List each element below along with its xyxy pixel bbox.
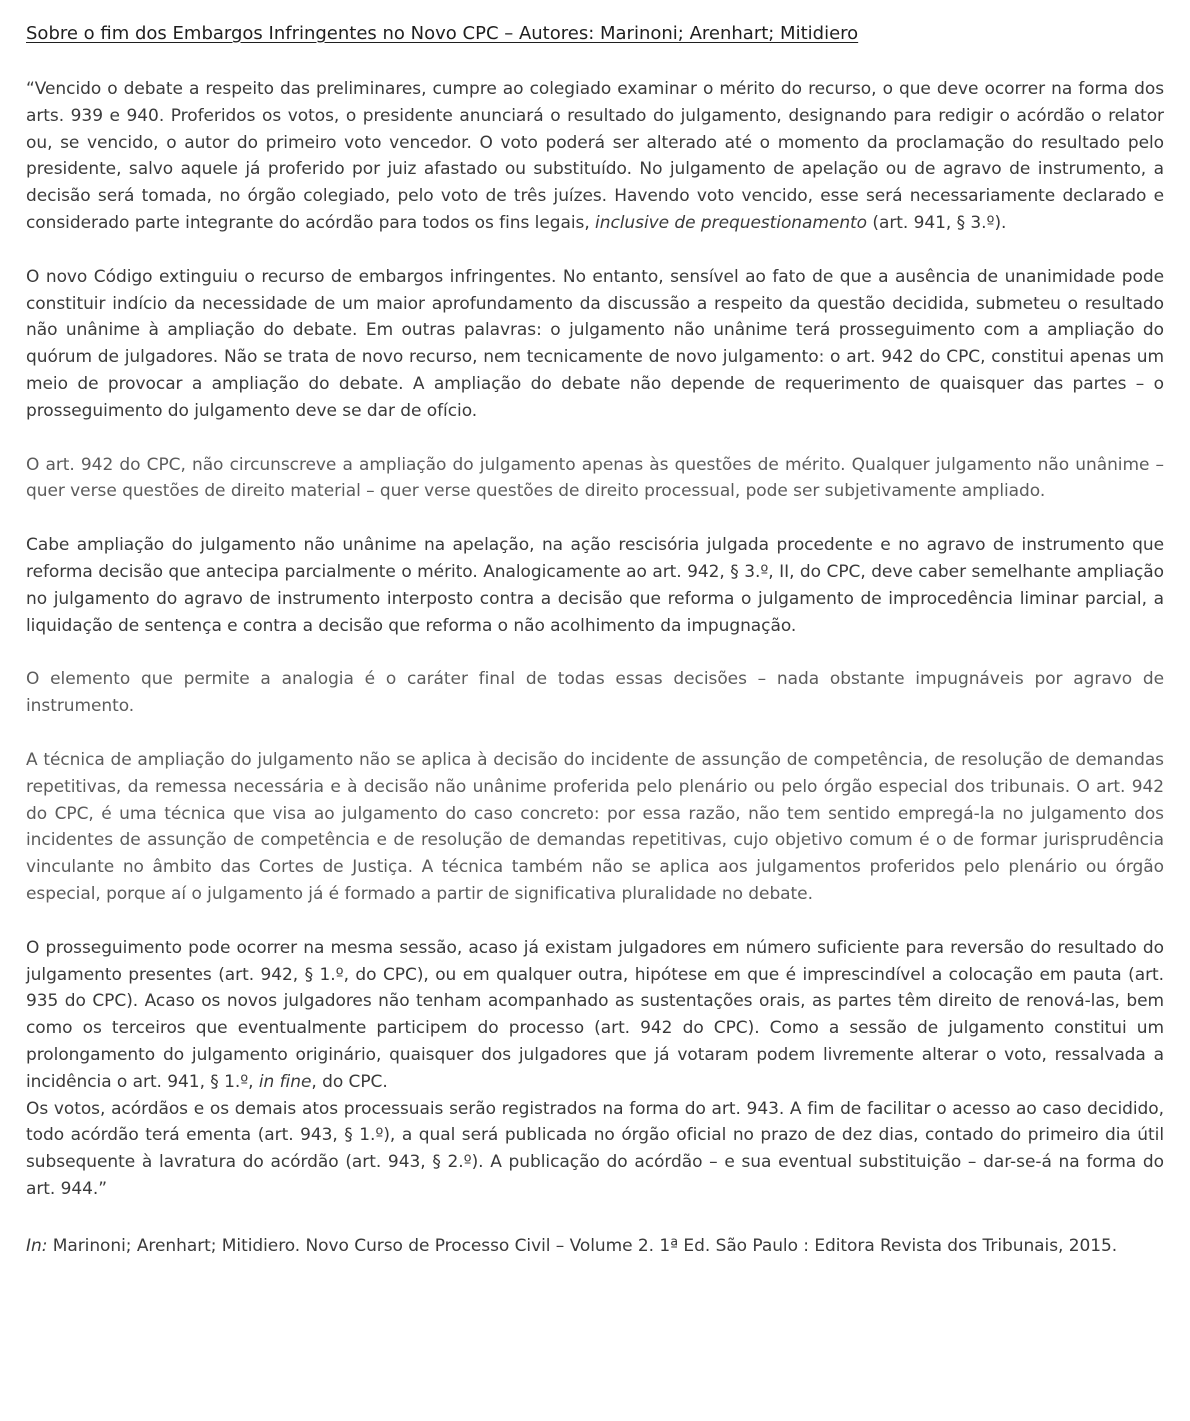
paragraph-2: O novo Código extinguiu o recurso de embargos infringentes. No entanto, sensível ao fato de que a ausência de unanimidade pode constituir indício da necessidade de um maior aprofundamento da discussão a respeito da questão decidida, submeteu o resultado não unânime à ampliação do debate. Em outras palavras: o julgamento não unânime terá prosseguimento com a ampliação do quórum de julgadores. Não se trata de novo recurso, nem tecnicamente de novo julgamento: o art. 942 do CPC, constitui apenas um meio de provocar a ampliação do debate. A ampliação do debate não depende de requerimento de quaisquer das partes – o prosseguimento do julgamento deve se dar de ofício. <box>26 266 1164 421</box>
paragraph-7 <box>26 935 1164 1096</box>
citation <box>26 1233 1164 1260</box>
document-page <box>26 20 1164 1259</box>
paragraph-4: Cabe ampliação do julgamento não unânime na apelação, na ação rescisória julgada procedente e no agravo de instrumento que reforma decisão que antecipa parcialmente o mérito. Analogicamente ao art. 942, § 3.º, II, do CPC, deve caber semelhante ampliação no julgamento do agravo de instrumento interposto contra a decisão que reforma o julgamento de improcedência liminar parcial, a liquidação de sentença e contra a decisão que reforma o não acolhimento da impugnação. <box>26 535 1164 636</box>
paragraph-1-text: “Vencido o debate a respeito das preliminares, cumpre ao colegiado examinar o mérito do recurso, o que deve ocorrer na forma dos arts. 939 e 940. Proferidos os votos, o presidente anunciará o resultado do julgamento, designando para redigir o acórdão o relator ou, se vencido, o autor do primeiro voto vencedor. O voto poderá ser alterado até o momento da proclamação do resultado pelo presidente, salvo aquele já proferido por juiz afastado ou substituído. No julgamento de apelação ou de agravo de instrumento, a decisão será tomada, no órgão colegiado, pelo voto de três juízes. Havendo voto vencido, esse será necessariamente declarado e considerado parte integrante do acórdão para todos os fins legais, <box>26 79 1164 233</box>
paragraph-8: Os votos, acórdãos e os demais atos processuais serão registrados na forma do art. 943. A fim de facilitar o acesso ao caso decidido, todo acórdão terá ementa (art. 943, § 1.º), a qual será publicada no órgão oficial no prazo de dez dias, contado do primeiro dia útil subsequente à lavratura do acórdão (art. 943, § 2.º). A publicação do acórdão – e sua eventual substituição – dar-se-á na forma do art. 944.” <box>26 1098 1164 1199</box>
paragraph-7-text: O prosseguimento pode ocorrer na mesma sessão, acaso já existam julgadores em número suficiente para reversão do resultado do julgamento presentes (art. 942, § 1.º, do CPC), ou em qualquer outra, hipótese em que é imprescindível a colocação em pauta (art. 935 do CPC). Acaso os novos julgadores não tenham acompanhado as sustentações orais, as partes têm direito de renová-las, bem como os terceiros que eventualmente participem do processo (art. 942 do CPC). Como a sessão de julgamento constitui um prolongamento do julgamento originário, quaisquer dos julgadores que já votaram podem livremente alterar o voto, ressalvada a incidência o art. 941, § 1.º, <box>26 937 1164 1092</box>
paragraph-6: A técnica de ampliação do julgamento não se aplica à decisão do incidente de assunção de competência, de resolução de demandas repetitivas, da remessa necessária e à decisão não unânime proferida pelo plenário ou pelo órgão especial dos tribunais. O art. 942 do CPC, é uma técnica que visa ao julgamento do caso concreto: por essa razão, não tem sentido empregá-la no julgamento dos incidentes de assunção de competência e de resolução de demandas repetitivas, cujo objetivo comum é o de formar jurisprudência vinculante no âmbito das Cortes de Justiça. A técnica também não se aplica aos julgamentos proferidos pelo plenário ou órgão especial, porque aí o julgamento já é formado a partir de significativa pluralidade no debate. <box>26 749 1164 904</box>
paragraph-7-emphasis: in fine <box>258 1071 312 1092</box>
paragraph-3: O art. 942 do CPC, não circunscreve a ampliação do julgamento apenas às questões de mérito. Qualquer julgamento não unânime – quer verse questões de direito material – quer verse questões de direito processual, pode ser subjetivamente ampliado. <box>26 454 1164 502</box>
citation-text: Marinoni; Arenhart; Mitidiero. Novo Curso de Processo Civil – Volume 2. 1ª Ed. São Paulo : Editora Revista dos Tribunais, 2015. <box>47 1235 1118 1256</box>
paragraph-7-tail: , do CPC. <box>311 1071 388 1092</box>
paragraph-1 <box>26 76 1164 237</box>
paragraph-1-emphasis: inclusive de prequestionamento <box>595 212 868 233</box>
citation-prefix: In: <box>26 1235 48 1256</box>
paragraph-5: O elemento que permite a analogia é o caráter final de todas essas decisões – nada obstante impugnáveis por agravo de instrumento. <box>26 669 1164 717</box>
paragraph-1-tail: (art. 941, § 3.º). <box>867 212 1007 233</box>
document-title: Sobre o fim dos Embargos Infringentes no Novo CPC – Autores: Marinoni; Arenhart; Mitidiero <box>26 23 859 44</box>
